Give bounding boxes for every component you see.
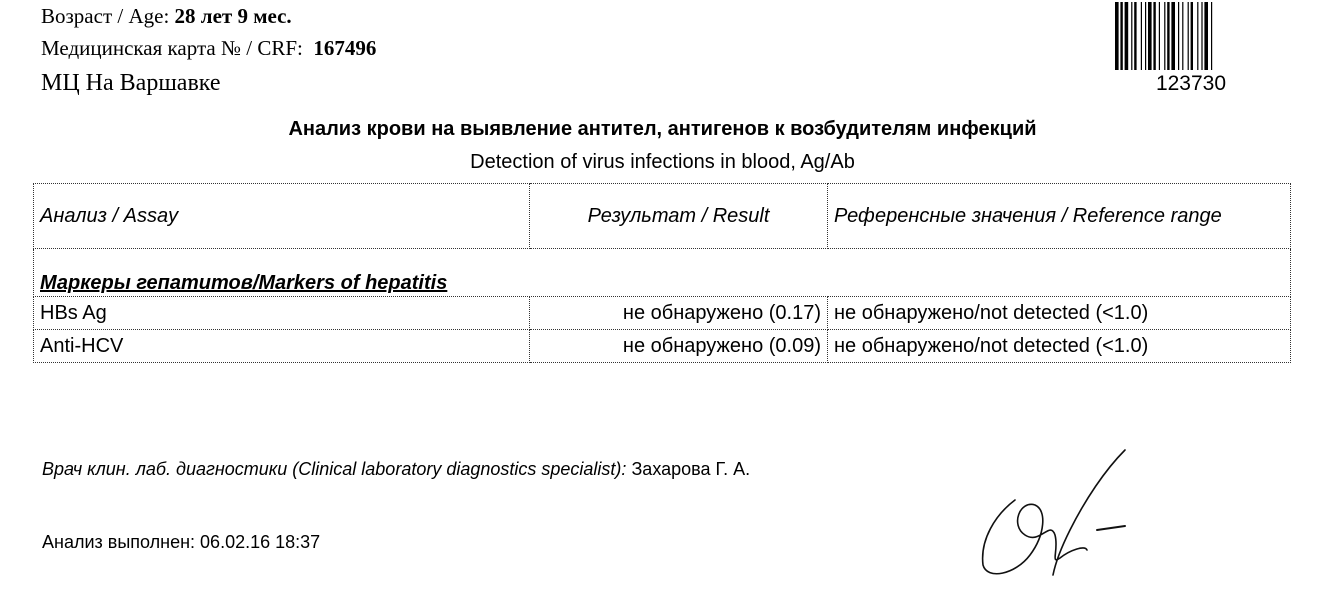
cell-reference: не обнаружено/not detected (<1.0) (828, 330, 1291, 363)
completed-datetime: 06.02.16 18:37 (200, 532, 321, 552)
results-table (33, 183, 1291, 363)
header-reference: Референсные значения / Reference range (828, 184, 1291, 249)
barcode (1115, 2, 1267, 70)
cell-result: не обнаружено (0.17) (530, 297, 828, 330)
document-title-ru: Анализ крови на выявление антител, антигенов к возбудителям инфекций (288, 118, 1037, 140)
age-label: Возраст / Age: (41, 4, 170, 28)
cell-assay: Anti-HCV (34, 330, 530, 363)
clinic-name: МЦ На Варшавке (41, 70, 221, 96)
completed-label: Анализ выполнен: (42, 532, 196, 552)
group-label: Маркеры гепатитов/Markers of hepatitis (40, 272, 448, 294)
specialist-name: Захарова Г. А. (631, 459, 751, 479)
handwritten-signature (975, 440, 1135, 590)
group-row (34, 249, 1291, 297)
cell-reference: не обнаружено/not detected (<1.0) (828, 297, 1291, 330)
header-assay: Анализ / Assay (34, 184, 530, 249)
table-header-row (34, 184, 1291, 249)
crf-line (41, 36, 376, 61)
completed-line (42, 532, 320, 553)
barcode-number: 123730 (1155, 72, 1227, 95)
age-value: 28 лет 9 мес. (174, 4, 292, 28)
table-row (34, 330, 1291, 363)
group-cell (34, 249, 1291, 297)
specialist-label: Врач клин. лаб. диагностики (Clinical laboratory diagnostics specialist): (42, 459, 627, 479)
crf-label: Медицинская карта № / CRF: (41, 36, 303, 60)
cell-assay: HBs Ag (34, 297, 530, 330)
age-line (41, 4, 292, 29)
table-row (34, 297, 1291, 330)
document-title-en: Detection of virus infections in blood, Ag/Ab (470, 151, 855, 173)
specialist-line (42, 459, 750, 480)
cell-result: не обнаружено (0.09) (530, 330, 828, 363)
header-result: Результат / Result (530, 184, 828, 249)
crf-value: 167496 (313, 36, 377, 60)
